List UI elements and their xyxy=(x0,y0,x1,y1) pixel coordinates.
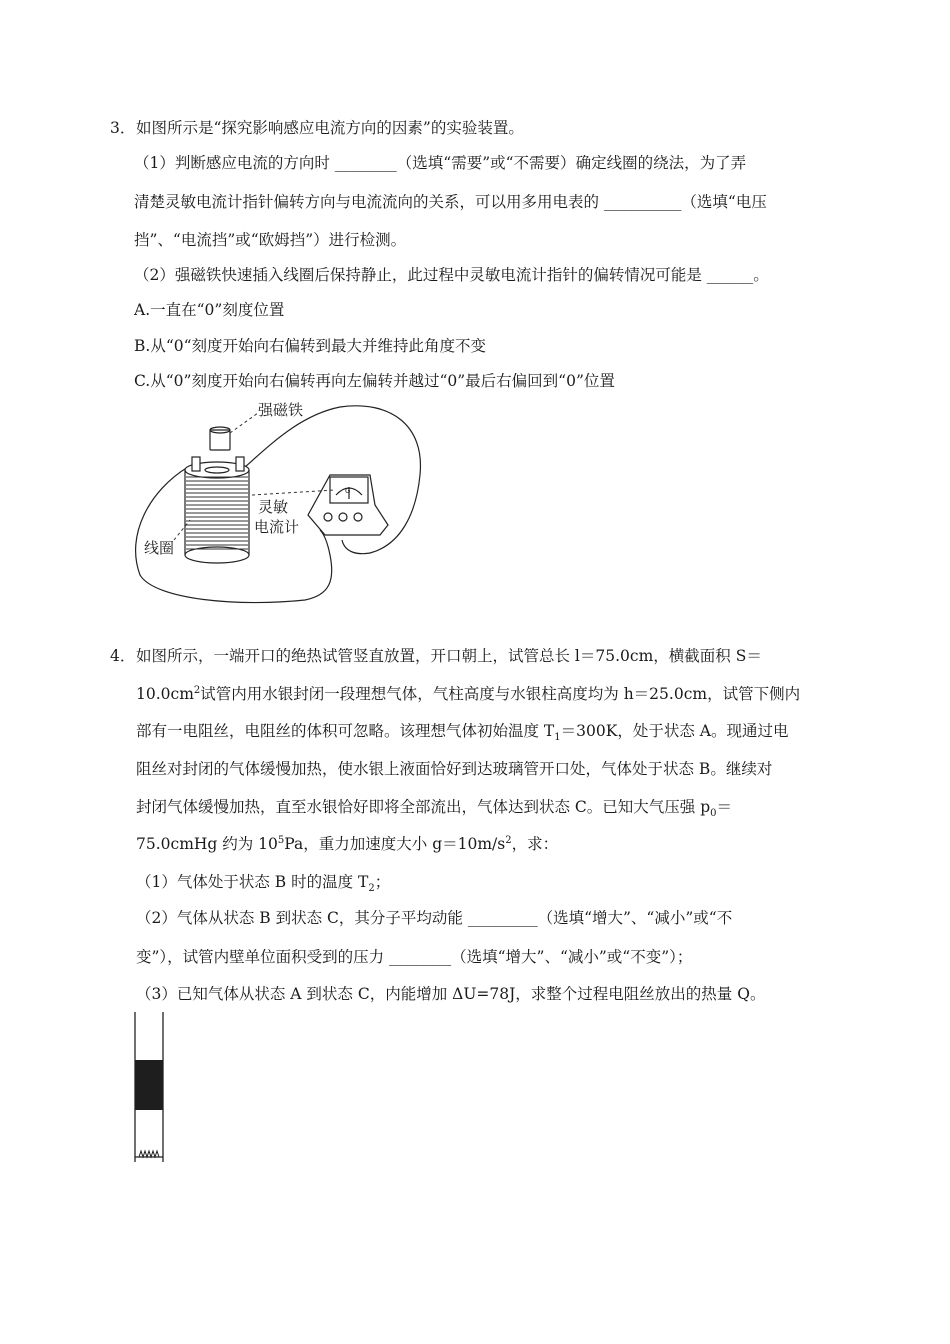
q4-line3-b: ＝300K，处于状态 A。现通过电 xyxy=(560,722,789,740)
q3-option-c: C.从“0”刻度开始向右偏转再向左偏转并越过“0”最后右偏回到“0”位置 xyxy=(134,372,615,390)
q4-sub1-a: （1）气体处于状态 B 时的温度 T xyxy=(136,873,369,891)
coil-galvanometer-figure xyxy=(130,395,440,610)
galvanometer-label-line1: 灵敏 xyxy=(258,498,289,516)
q4-line6-sup2: 2 xyxy=(505,834,512,846)
q4-line6-sup: 5 xyxy=(277,834,285,846)
q4-line1-text: 如图所示，一端开口的绝热试管竖直放置，开口朝上，试管总长 l＝75.0cm，横截面积 S＝ xyxy=(136,647,762,665)
q4-line6-b: Pa，重力加速度大小 g＝10m/s xyxy=(284,835,506,853)
q4-sub1 xyxy=(136,872,391,895)
q3-part1-line3: 挡”、“电流挡”或“欧姆挡”）进行检测。 xyxy=(134,231,407,249)
q3-part2: （2）强磁铁快速插入线圈后保持静止，此过程中灵敏电流计指针的偏转情况可能是 ______。 xyxy=(134,266,769,284)
q4-number: 4． xyxy=(110,647,136,665)
q3-option-a: A.一直在“0”刻度位置 xyxy=(134,301,285,319)
q4-line3 xyxy=(136,721,789,744)
q3-part1-line1: （1）判断感应电流的方向时 ________（选填“需要”或“不需要）确定线圈的绕法，为了弄 xyxy=(134,154,747,172)
q4-sub3: （3）已知气体从状态 A 到状态 C，内能增加 ΔU=78J，求整个过程电阻丝放出的热量 Q。 xyxy=(136,985,766,1003)
q3-number: 3． xyxy=(110,119,136,137)
q4-line6 xyxy=(136,834,558,854)
q3-stem-line xyxy=(110,118,524,138)
q4-sub1-sub: 2 xyxy=(368,883,375,895)
q4-line3-a: 部有一电阻丝，电阻丝的体积可忽略。该理想气体初始温度 T xyxy=(136,722,555,740)
q4-line2-b: 试管内用水银封闭一段理想气体，气柱高度与水银柱高度均为 h＝25.0cm，试管下侧内 xyxy=(200,685,801,703)
q4-line1 xyxy=(110,646,762,666)
q4-line2-a: 10.0cm xyxy=(136,685,194,703)
q3-option-b: B.从“0“刻度开始向右偏转到最大并维持此角度不变 xyxy=(134,337,487,355)
q4-line3-sub: 1 xyxy=(554,732,561,744)
q4-sub2-line1: （2）气体从状态 B 到状态 C，其分子平均动能 _________（选填“增大”、“减小”或“不 xyxy=(136,909,733,927)
test-tube-figure xyxy=(128,1010,172,1168)
mercury-column xyxy=(135,1060,163,1110)
q4-line2-sup: 2 xyxy=(193,684,201,696)
q3-part1-line2: 清楚灵敏电流计指针偏转方向与电流流向的关系，可以用多用电表的 __________（选填“电压 xyxy=(134,193,767,211)
resistance-wire xyxy=(139,1151,159,1157)
q4-line6-a: 75.0cmHg 约为 10 xyxy=(136,835,278,853)
q4-sub1-b: ； xyxy=(374,873,391,891)
coil-label: 线圈 xyxy=(144,539,175,557)
q4-line6-c: ，求： xyxy=(511,835,559,853)
q3-stem: 如图所示是“探究影响感应电流方向的因素”的实验装置。 xyxy=(136,119,524,137)
q4-line5 xyxy=(136,797,733,820)
wire-loop xyxy=(136,467,332,603)
galvanometer-label-line2: 电流计 xyxy=(254,518,300,536)
q4-line5-b: ＝ xyxy=(716,798,733,816)
q4-line2 xyxy=(136,684,800,704)
q4-line5-sub: 0 xyxy=(710,808,717,820)
magnet-label: 强磁铁 xyxy=(258,401,304,419)
q4-sub2-line2: 变”），试管内壁单位面积受到的压力 ________（选填“增大”、“减小”或“不变”）； xyxy=(136,948,693,966)
q4-line5-a: 封闭气体缓慢加热，直至水银恰好即将全部流出，气体达到状态 C。已知大气压强 p xyxy=(136,798,711,816)
q4-line4: 阻丝对封闭的气体缓慢加热，使水银上液面恰好到达玻璃管开口处，气体处于状态 B。继续对 xyxy=(136,760,773,778)
coil-windings xyxy=(186,477,248,549)
galvanometer-letter: G xyxy=(345,487,351,495)
